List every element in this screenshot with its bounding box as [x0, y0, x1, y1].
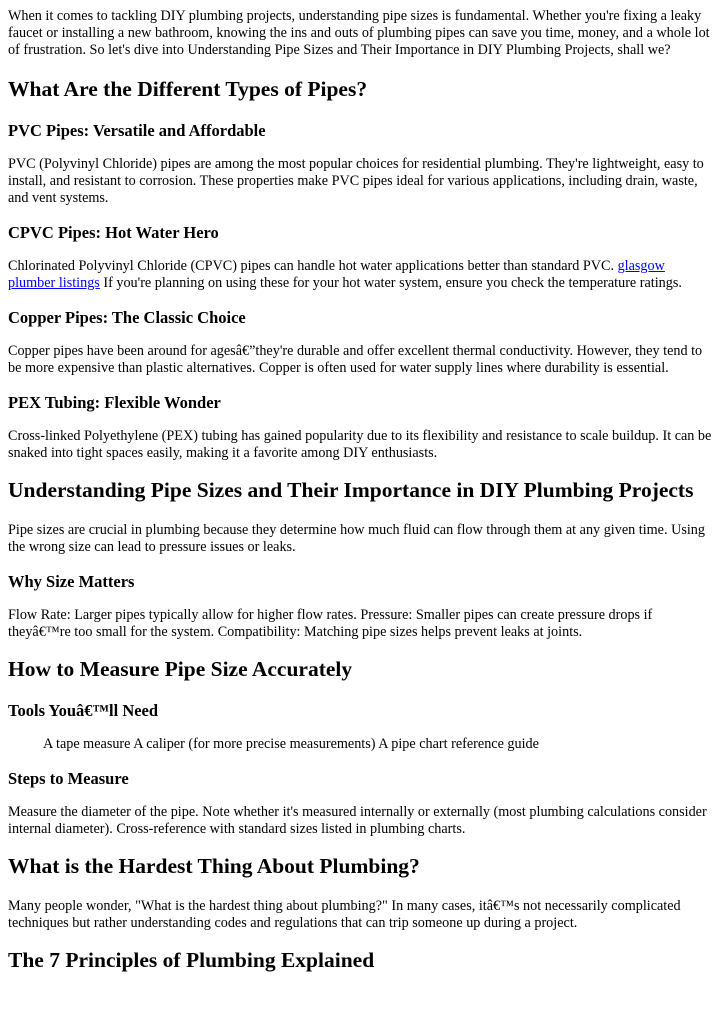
- heading-tools: Tools Youâ€™ll Need: [8, 701, 159, 720]
- heading-measure: How to Measure Pipe Size Accurately: [8, 657, 353, 681]
- heading-copper: Copper Pipes: The Classic Choice: [8, 308, 246, 327]
- paragraph-why-size: Flow Rate: Larger pipes typically allow for higher flow rates. Pressure: Smaller pipes can create pressure drops if theyâ€™re too small for the system. Compatibility: Matching pipe sizes helps prevent leaks at joints.: [8, 607, 653, 640]
- paragraph-copper: Copper pipes have been around for agesâ€”they're durable and offer excellent thermal conductivity. However, they tend to be more expensive than plastic alternatives. Copper is often used for water supply lines where durability is essential.: [8, 343, 703, 376]
- heading-pex: PEX Tubing: Flexible Wonder: [8, 393, 221, 412]
- intro-paragraph: When it comes to tackling DIY plumbing projects, understanding pipe sizes is fundamental. Whether you're fixing a leaky faucet or installing a new bathroom, knowing the ins and outs of plumbing pipes can save you time, money, and a whole lot of frustration. So let's dive into Understanding Pipe Sizes and Their Importance in DIY Plumbing Projects, shall we?: [8, 8, 710, 58]
- heading-hardest: What is the Hardest Thing About Plumbing?: [8, 854, 420, 878]
- heading-cpvc: CPVC Pipes: Hot Water Hero: [8, 223, 219, 242]
- paragraph-pvc: PVC (Polyvinyl Chloride) pipes are among the most popular choices for residential plumbing. They're lightweight, easy to install, and resistant to corrosion. These properties make PVC pipes ideal for various applications, including drain, waste, and vent systems.: [8, 156, 704, 206]
- heading-pvc: PVC Pipes: Versatile and Affordable: [8, 121, 266, 140]
- heading-principles: The 7 Principles of Plumbing Explained: [8, 948, 375, 972]
- heading-steps: Steps to Measure: [8, 769, 129, 788]
- glasgow-plumber-link[interactable]: glasgow plumber listings: [8, 258, 665, 291]
- cpvc-text-after: If you're planning on using these for your hot water system, ensure you check the temperature ratings.: [103, 275, 682, 291]
- paragraph-cpvc: [8, 258, 712, 292]
- paragraph-understanding: Pipe sizes are crucial in plumbing because they determine how much fluid can flow through them at any given time. Using the wrong size can lead to pressure issues or leaks.: [8, 522, 705, 555]
- paragraph-pex: Cross-linked Polyethylene (PEX) tubing has gained popularity due to its flexibility and resistance to scale buildup. It can be snaked into tight spaces easily, making it a favorite among DIY enthusiasts.: [8, 428, 712, 461]
- cpvc-text-before: Chlorinated Polyvinyl Chloride (CPVC) pipes can handle hot water applications better than standard PVC.: [8, 258, 615, 274]
- paragraph-hardest: Many people wonder, "What is the hardest thing about plumbing?" In many cases, itâ€™s not necessarily complicated techniques but rather understanding codes and regulations that can trip someone up during a project.: [8, 898, 681, 931]
- heading-pipe-types: What Are the Different Types of Pipes?: [8, 77, 368, 101]
- heading-understanding-sizes: Understanding Pipe Sizes and Their Importance in DIY Plumbing Projects: [8, 478, 694, 502]
- tools-list: A tape measure A caliper (for more precise measurements) A pipe chart reference guide: [43, 736, 539, 752]
- heading-why-size: Why Size Matters: [8, 572, 135, 591]
- paragraph-steps: Measure the diameter of the pipe. Note whether it's measured internally or externally (most plumbing calculations consider internal diameter). Cross-reference with standard sizes listed in plumbing charts.: [8, 804, 707, 837]
